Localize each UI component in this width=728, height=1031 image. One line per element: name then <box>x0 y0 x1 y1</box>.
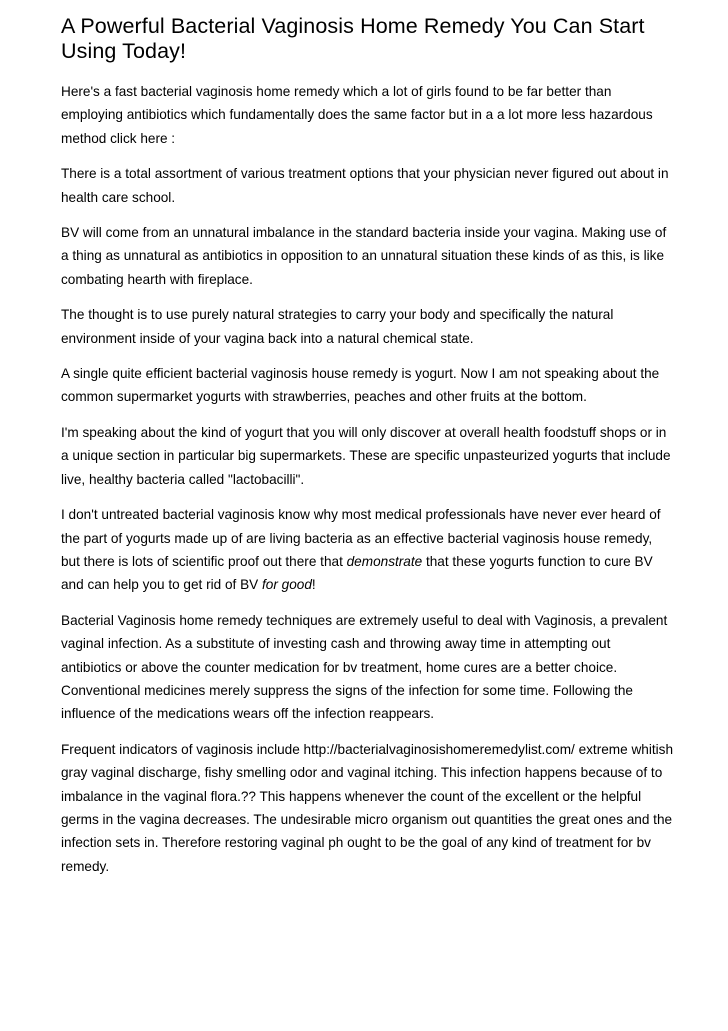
paragraph: Frequent indicators of vaginosis include http://bacterialvaginosishomeremedylist.com/ extreme whitish gray vaginal discharge, fishy smelling odor and vaginal itching. This infection happens because of to imbalance in the vaginal flora.?? This happens whenever the count of the excellent or the helpful germs in the vagina decreases. The undesirable micro organism out quantities the great ones and the infection sets in. Therefore restoring vaginal ph ought to be the goal of any kind of treatment for bv remedy. <box>61 741 674 874</box>
paragraph: I'm speaking about the kind of yogurt that you will only discover at overall health foodstuff shops or in a unique section in particular big supermarkets. These are specific unpasteurized yogurts that include live, healthy bacteria called "lactobacilli". <box>61 424 671 487</box>
paragraph-with-emphasis <box>61 503 673 597</box>
paragraph: Here's a fast bacterial vaginosis home remedy which a lot of girls found to be far better than employing antibiotics which fundamentally does the same factor but in a a lot more less hazardous method click here : <box>61 84 653 146</box>
paragraph: There is a total assortment of various treatment options that your physician never figured out about in health care school. <box>61 166 669 205</box>
paragraph: The thought is to use purely natural strategies to carry your body and specifically the natural environment inside of your vagina back into a natural chemical state. <box>61 307 614 346</box>
paragraph: Bacterial Vaginosis home remedy techniques are extremely useful to deal with Vaginosis, a prevalent vaginal infection. As a substitute of investing cash and throwing away time in attempting out antibiotics or above the counter medication for bv treatment, home cures are a better choice. Conventional medicines merely suppress the signs of the infection for some time. Following the influence of the medications wears off the infection reappears. <box>61 612 668 722</box>
paragraph-text-segment: ! <box>311 577 316 593</box>
emphasis-text: demonstrate <box>346 553 423 569</box>
paragraph-text-segment: that these yogurts function to cure BV and can help you to get rid of BV <box>61 553 653 593</box>
paragraph-text-segment: I don't untreated bacterial vaginosis know why most medical professionals have never ever heard of the part of yogurts made up of are living bacteria as an effective bacterial vaginosis house remedy, but there is lots of scientific proof out there that <box>61 507 661 569</box>
document-title: A Powerful Bacterial Vaginosis Home Remedy You Can Start Using Today! <box>61 14 645 63</box>
emphasis-text: for good <box>262 577 312 593</box>
paragraph: BV will come from an unnatural imbalance in the standard bacteria inside your vagina. Making use of a thing as unnatural as antibiotics in opposition to an unnatural situation these kinds of as this, is like combating hearth with fireplace. <box>61 225 667 287</box>
paragraph: A single quite efficient bacterial vaginosis house remedy is yogurt. Now I am not speaking about the common supermarket yogurts with strawberries, peaches and other fruits at the bottom. <box>61 366 660 405</box>
document-page <box>61 14 673 890</box>
